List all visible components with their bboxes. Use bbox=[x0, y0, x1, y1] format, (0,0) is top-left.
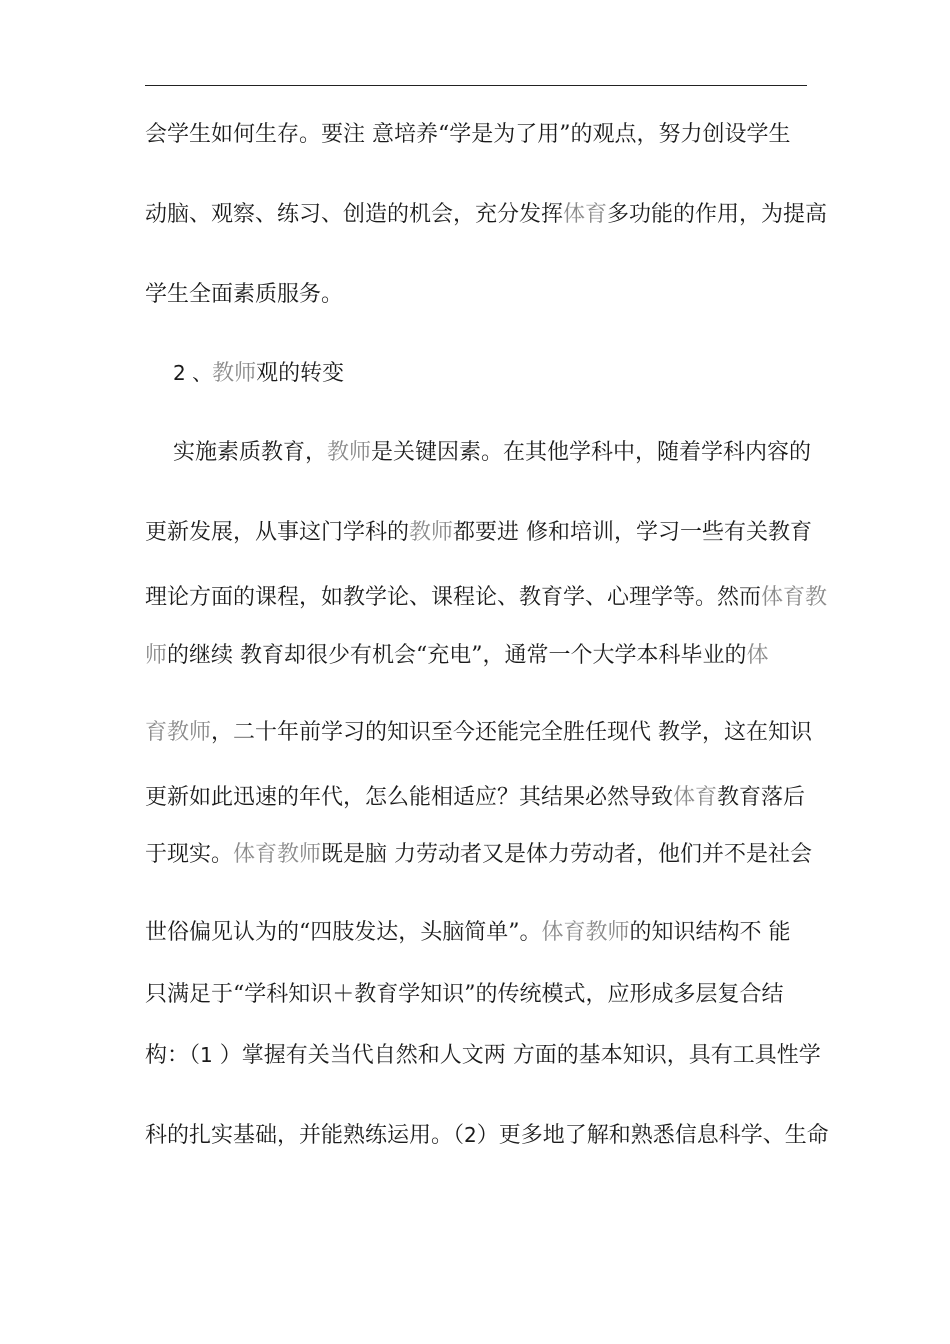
text-segment: 于现实。 bbox=[145, 842, 234, 867]
text-segment: 的继续 教育却很少有机会“充电”，通常一个大学本科毕业的 bbox=[167, 643, 747, 668]
text-segment: 世俗偏见认为的“四肢发达，头脑简单”。 bbox=[145, 920, 542, 945]
text-line bbox=[173, 358, 843, 389]
text-segment: 2 、 bbox=[173, 361, 213, 385]
highlighted-term: 体育教 bbox=[761, 585, 828, 610]
text-line bbox=[145, 641, 815, 671]
text-line bbox=[145, 200, 828, 230]
text-segment: ）掌握有关当代自然和人文两 方面的基本知识，具有工具性学 bbox=[212, 1043, 821, 1068]
text-line bbox=[145, 1120, 829, 1151]
text-segment: 会学生如何生存。要注 意培养“学是为了用”的观点，努力创设学生 bbox=[145, 122, 791, 147]
text-segment: 学生全面素质服务。 bbox=[145, 282, 344, 307]
highlighted-term: 育教师 bbox=[145, 720, 212, 745]
text-segment: 科的扎实基础，并能熟练运用。（ bbox=[145, 1123, 465, 1148]
highlighted-term: 教师 bbox=[212, 361, 257, 386]
text-line bbox=[145, 980, 815, 1010]
highlighted-term: 教师 bbox=[409, 520, 454, 545]
text-line bbox=[173, 438, 843, 468]
text-segment: 只满足于“学科知识＋教育学知识”的传统模式，应形成多层复合结 bbox=[145, 982, 784, 1007]
text-line bbox=[145, 120, 815, 150]
text-segment: 观的转变 bbox=[256, 361, 345, 386]
text-segment: 是关键因素。在其他学科中，随着学科内容的 bbox=[371, 440, 812, 465]
text-segment: 2 bbox=[464, 1123, 477, 1147]
text-segment: 的知识结构不 能 bbox=[629, 920, 791, 945]
text-line bbox=[145, 718, 815, 748]
text-line bbox=[145, 783, 815, 813]
text-segment: 既是脑 力劳动者又是体力劳动者，他们并不是社会 bbox=[321, 842, 813, 867]
header-rule bbox=[145, 85, 807, 86]
highlighted-term: 体育教师 bbox=[541, 920, 630, 945]
text-segment: ）更多地了解和熟悉信息科学、生命 bbox=[476, 1123, 829, 1148]
text-line bbox=[145, 583, 828, 613]
text-segment: 都要进 修和培训，学习一些有关教育 bbox=[453, 520, 813, 545]
text-segment: 实施素质教育， bbox=[173, 440, 328, 465]
highlighted-term: 体育 bbox=[673, 785, 718, 810]
text-segment: 构：（ bbox=[145, 1043, 201, 1068]
text-segment: 1 bbox=[200, 1043, 213, 1067]
text-segment: ，二十年前学习的知识至今还能完全胜任现代 教学，这在知识 bbox=[211, 720, 813, 745]
text-segment: 更新如此迅速的年代，怎么能相适应？其结果必然导致 bbox=[145, 785, 674, 810]
text-line bbox=[145, 280, 815, 310]
highlighted-term: 体育 bbox=[563, 202, 608, 227]
text-line bbox=[145, 840, 815, 870]
text-segment: 教育落后 bbox=[717, 785, 806, 810]
highlighted-term: 师 bbox=[145, 643, 168, 668]
text-segment: 多功能的作用，为提高 bbox=[607, 202, 828, 227]
highlighted-term: 体 bbox=[746, 643, 769, 668]
text-segment: 动脑、观察、练习、创造的机会，充分发挥 bbox=[145, 202, 564, 227]
highlighted-term: 教师 bbox=[327, 440, 372, 465]
text-line bbox=[145, 1040, 821, 1071]
text-line bbox=[145, 918, 815, 948]
highlighted-term: 体育教师 bbox=[233, 842, 322, 867]
text-segment: 理论方面的课程，如教学论、课程论、教育学、心理学等。然而 bbox=[145, 585, 762, 610]
text-segment: 更新发展，从事这门学科的 bbox=[145, 520, 410, 545]
text-line bbox=[145, 518, 815, 548]
